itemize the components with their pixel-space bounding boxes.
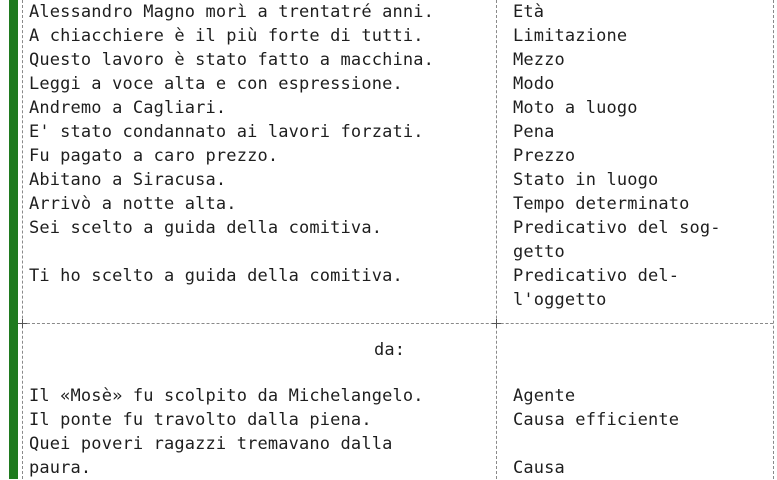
complement-cell: Età <box>513 2 545 22</box>
sentence-cell: Ti ho scelto a guida della comitiva. <box>29 266 403 286</box>
sentence-cell: Il ponte fu travolto dalla piena. <box>29 410 372 430</box>
sentence-cell: Sei scelto a guida della comitiva. <box>29 218 383 238</box>
sentence-cell: A chiacchiere è il più forte di tutti. <box>29 26 424 46</box>
complement-cell: Stato in luogo <box>513 170 659 190</box>
complement-cell: Predicativo del sog- <box>513 218 721 238</box>
left-table-border <box>22 0 23 479</box>
sentence-cell: Quei poveri ragazzi tremavano dalla <box>29 434 393 454</box>
section-heading: da: <box>374 340 406 360</box>
sentence-cell: Fu pagato a caro prezzo. <box>29 146 279 166</box>
complement-cell: Predicativo del- <box>513 266 680 286</box>
complement-cell: Causa efficiente <box>513 410 680 430</box>
complement-cell: l'oggetto <box>513 290 607 310</box>
complement-cell: getto <box>513 242 565 262</box>
complement-cell: Limitazione <box>513 26 628 46</box>
complement-cell: Moto a luogo <box>513 98 638 118</box>
row-separator <box>22 323 773 324</box>
complement-cell: Prezzo <box>513 146 576 166</box>
sentence-cell: Abitano a Siracusa. <box>29 170 227 190</box>
complement-cell: Mezzo <box>513 50 565 70</box>
left-accent-bar <box>9 0 18 479</box>
sentence-cell: Alessandro Magno morì a trentatré anni. <box>29 2 435 22</box>
complement-cell: Modo <box>513 74 555 94</box>
sentence-cell: E' stato condannato ai lavori forzati. <box>29 122 424 142</box>
sentence-cell: Arrivò a notte alta. <box>29 194 237 214</box>
complement-cell: Pena <box>513 122 555 142</box>
right-table-border <box>773 0 774 479</box>
sentence-cell: Il «Mosè» fu scolpito da Michelangelo. <box>29 386 424 406</box>
complement-cell: Tempo determinato <box>513 194 690 214</box>
text-table <box>18 0 777 479</box>
sentence-cell: Leggi a voce alta e con espressione. <box>29 74 403 94</box>
separator-junction-middle <box>492 319 501 328</box>
column-divider <box>496 0 497 479</box>
separator-junction-left <box>18 319 27 328</box>
complement-cell: Agente <box>513 386 576 406</box>
complement-cell: Causa <box>513 458 565 478</box>
sentence-cell: paura. <box>29 458 92 478</box>
sentence-cell: Andremo a Cagliari. <box>29 98 227 118</box>
sentence-cell: Questo lavoro è stato fatto a macchina. <box>29 50 435 70</box>
